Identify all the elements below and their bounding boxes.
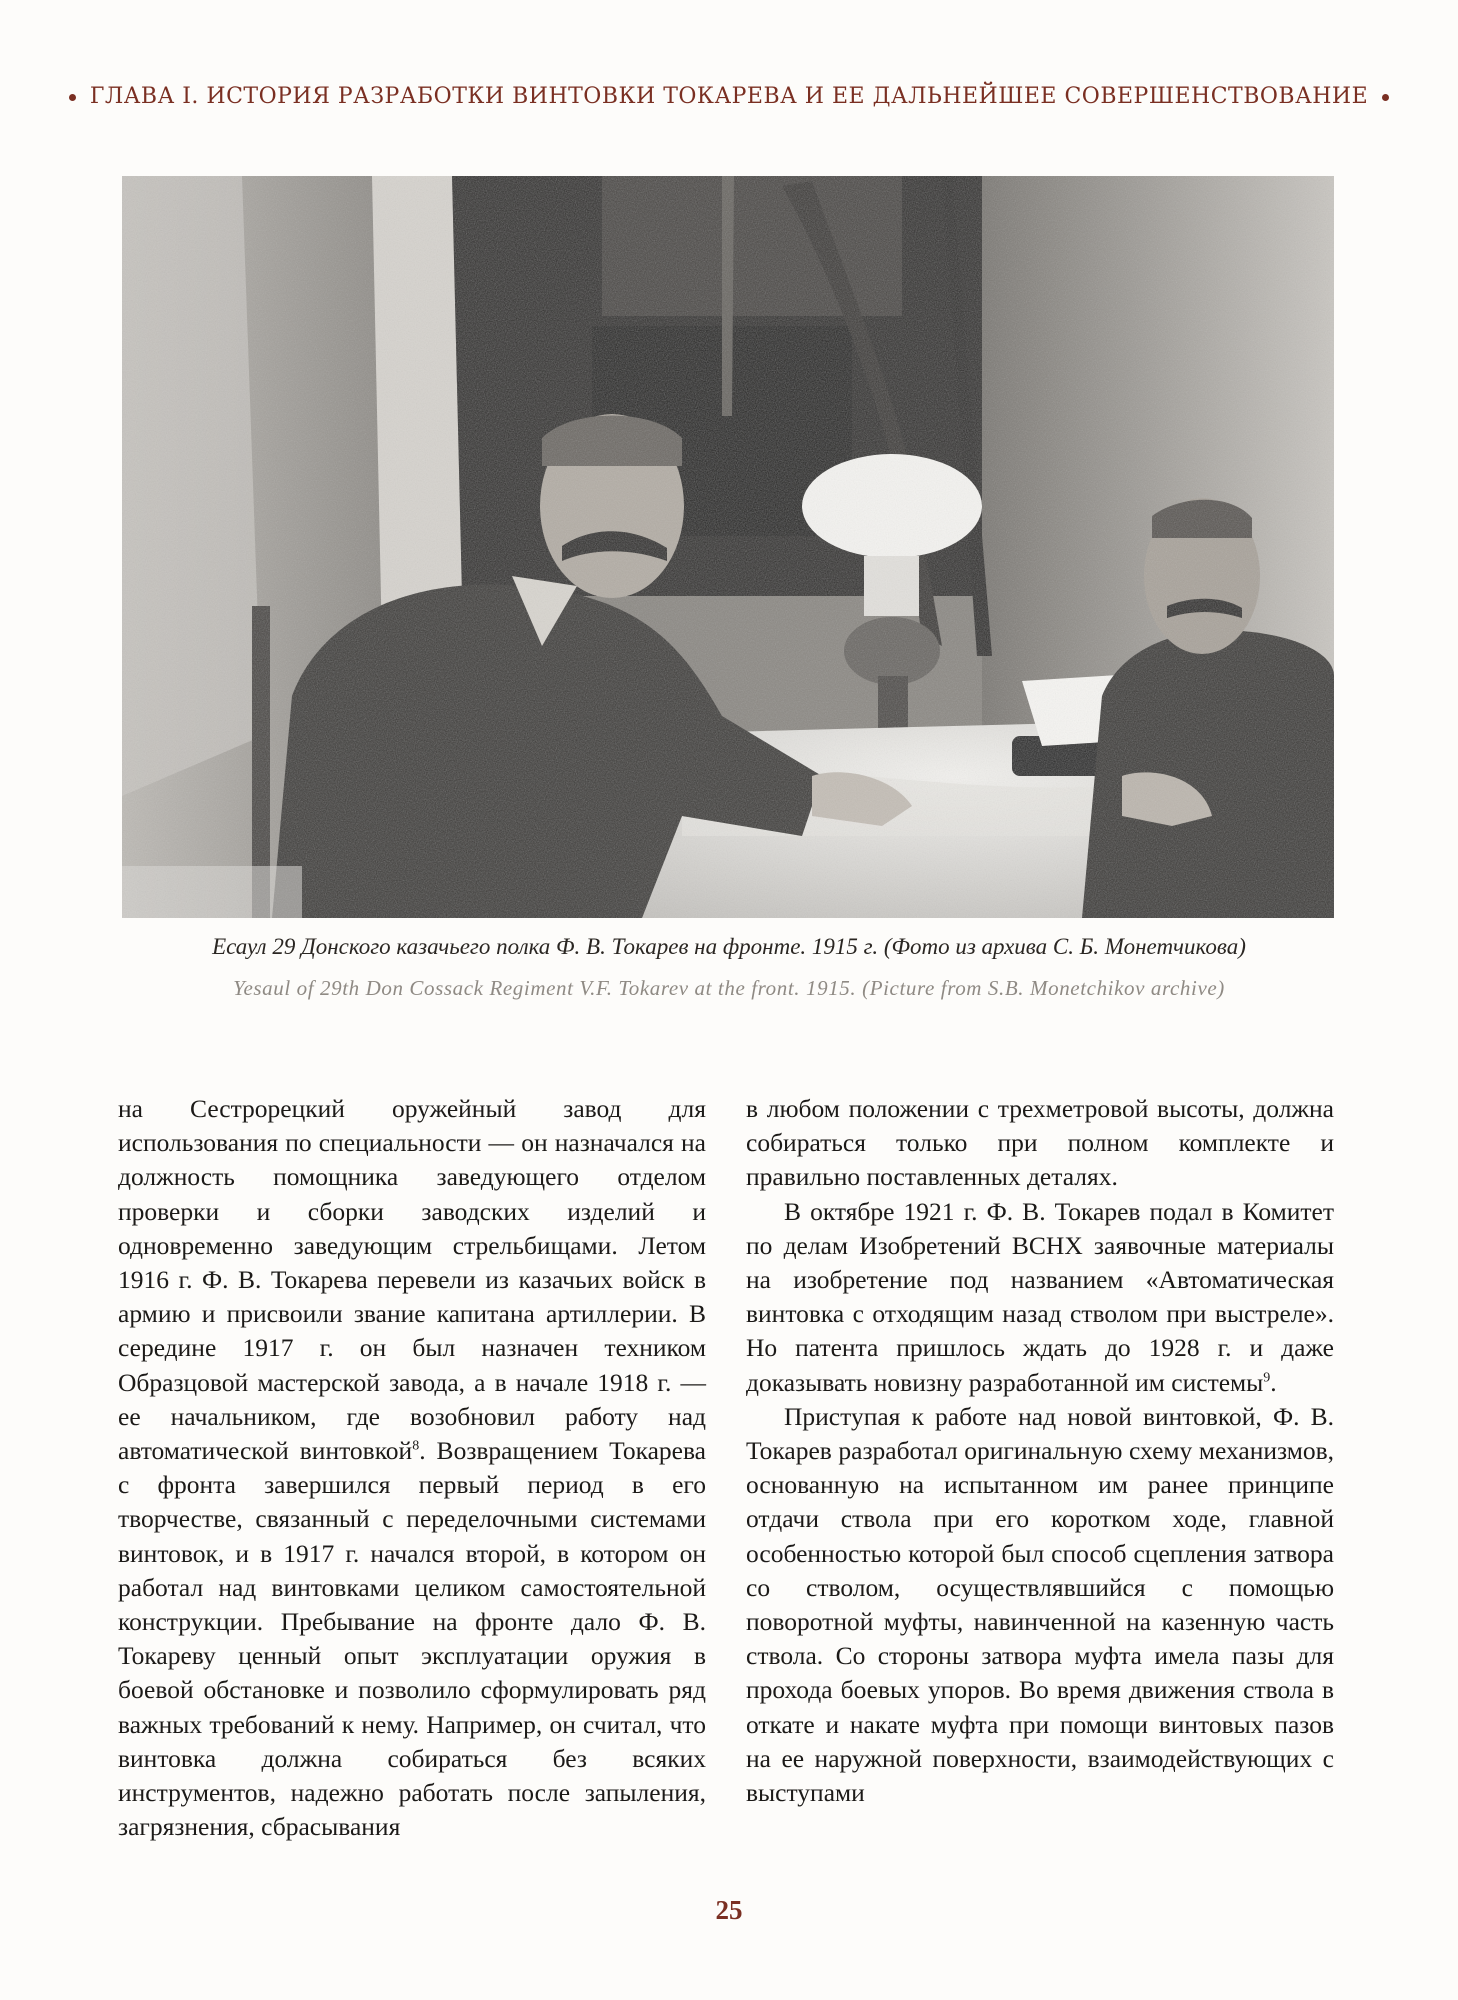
paragraph: в любом положении с трехметровой высоты, должна собираться только при полном комплекте и правильно поставленных деталях.	[746, 1094, 1334, 1192]
photo-illustration	[122, 176, 1334, 918]
photo-caption-english: Yesaul of 29th Don Cossack Regiment V.F. Tokarev at the front. 1915. (Picture from S.B. Monetchikov archive)	[233, 976, 1225, 1000]
photo-caption-russian: Есаул 29 Донского казачьего полка Ф. В. Токарев на фронте. 1915 г. (Фото из архива С. Б. Монетчикова)	[212, 934, 1246, 959]
footnote-marker[interactable]: 8	[412, 1438, 420, 1454]
text-column-right	[746, 1092, 1334, 1810]
running-header	[0, 84, 1458, 109]
paragraph: Приступая к работе над новой винтовкой, Ф. В. Токарев разработал оригинальную схему механизмов, основанную на испытанном им ранее принципе отдачи ствола при его коротком ходе, главной особенностью которой был способ сцепления затвора со стволом, осуществлявшийся с помощью поворотной муфты, навинченной на казенную часть ствола. Со стороны затвора муфта имела пазы для прохода боевых упоров. Во время движения ствола в откате и накате муфта при помощи винтовых пазов на ее наружной поверхности, взаимодействующих с выступами	[746, 1401, 1334, 1808]
page-number: 25	[715, 1895, 743, 1925]
chapter-title: ГЛАВА I. ИСТОРИЯ РАЗРАБОТКИ ВИНТОВКИ ТОКАРЕВА И ЕЕ ДАЛЬНЕЙШЕЕ СОВЕРШЕНСТВОВАНИЕ	[89, 84, 1369, 109]
paragraph: В октябре 1921 г. Ф. В. Токарев подал в Комитет по делам Изобретений ВСНХ заявочные материалы на изобретение под названием «Автоматическая винтовка с отходящим назад стволом при выстреле». Но патента пришлось ждать до 1928 г. и даже доказывать новизну разработанной им системы$^9$.	[746, 1196, 1334, 1397]
bullet-right-icon	[1382, 94, 1389, 101]
historical-photo	[122, 176, 1334, 918]
bullet-left-icon	[69, 94, 76, 101]
text-column-left	[118, 1092, 706, 1844]
footnote-marker[interactable]: 9	[1263, 1370, 1271, 1386]
paragraph: на Сестрорецкий оружейный завод для использования по специальности — он назначался на должность помощника заведующего отделом проверки и сборки заводских изделий и одновременно заведующим стрельбищами. Летом 1916 г. Ф. В. Токарева перевели из казачьих войск в армию и присвоили звание капитана артиллерии. В середине 1917 г. он был назначен техником Образцовой мастерской завода, а в начале 1918 г. — ее начальником, где возобновил работу над автоматической винтовкой$^8$. Возвращением Токарева с фронта завершился первый период в его творчестве, связанный с переделочными системами винтовок, и в 1917 г. начался второй, в котором он работал над винтовками целиком самостоятельной конструкции. Пребывание на фронте дало Ф. В. Токареву ценный опыт эксплуатации оружия в боевой обстановке и позволило сформулировать ряд важных требований к нему. Например, он считал, что винтовка должна собираться без всяких инструментов, надежно работать после запыления, загрязнения, сбрасывания	[118, 1094, 706, 1842]
